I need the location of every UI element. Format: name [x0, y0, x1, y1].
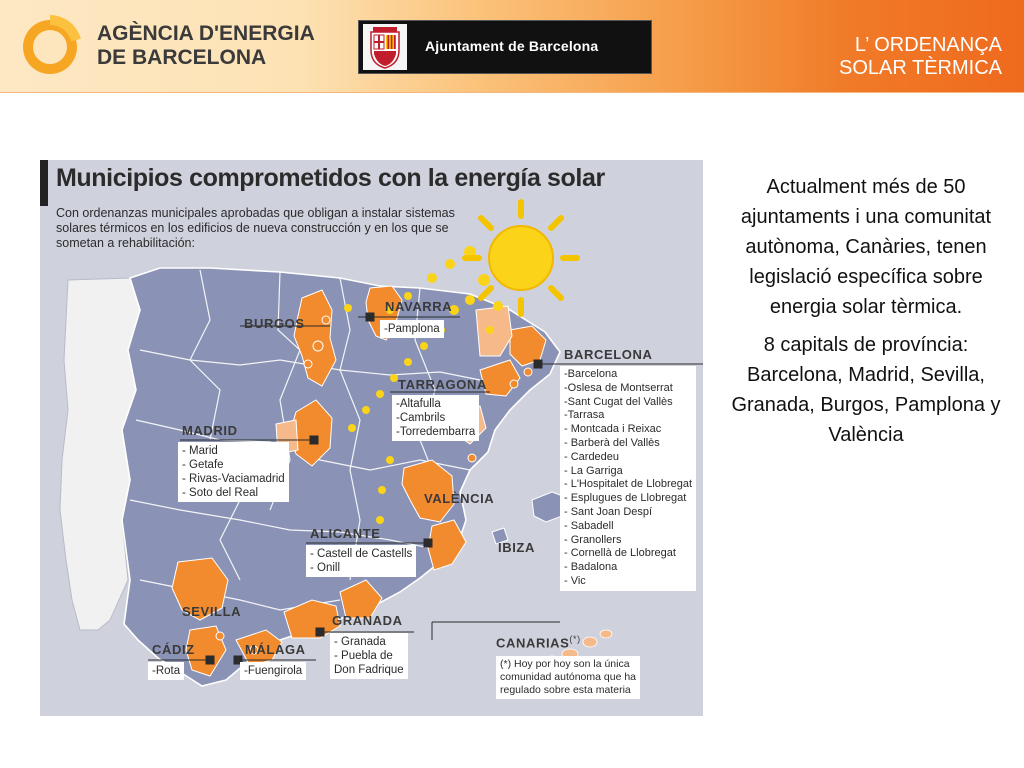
- label-madrid: MADRID: [182, 423, 238, 438]
- section-title-line2: SOLAR TÈRMICA: [839, 57, 1002, 79]
- label-burgos: BURGOS: [244, 316, 305, 331]
- town-item: Don Fadrique: [334, 664, 404, 676]
- infographic-title: Municipios comprometidos con la energía solar: [56, 164, 605, 192]
- town-item: - Esplugues de Llobregat: [564, 492, 687, 505]
- label-cadiz: CÁDIZ: [152, 642, 195, 657]
- label-navarra: NAVARRA: [385, 299, 453, 314]
- canarias-footnote: [496, 656, 640, 699]
- footnote-line: regulado sobre esta materia: [500, 684, 631, 696]
- town-item: - Onill: [310, 562, 341, 574]
- town-item: -Sant Cugat del Vallès: [564, 395, 673, 408]
- town-item: - Montcada i Reixac: [564, 423, 662, 436]
- town-item: - Vic: [564, 574, 586, 587]
- madrid-towns: [178, 442, 289, 502]
- navarra-towns: [380, 320, 444, 338]
- cadiz-towns: [148, 662, 184, 680]
- ajuntament-label: Ajuntament de Barcelona: [425, 38, 599, 54]
- tarragona-towns: [392, 395, 479, 441]
- solar-municipalities-map: [40, 160, 703, 716]
- town-item: - Sant Joan Despí: [564, 505, 653, 518]
- town-item: - Getafe: [182, 459, 224, 471]
- label-valencia: VALÈNCIA: [424, 491, 495, 506]
- town-item: -Barcelona: [564, 368, 618, 380]
- barcelona-towns: [560, 366, 696, 591]
- agency-name: [97, 22, 315, 70]
- label-barcelona: BARCELONA: [564, 347, 653, 362]
- agency-name-line1: AGÈNCIA D'ENERGIA: [97, 22, 315, 45]
- town-item: - Castell de Castells: [310, 548, 413, 560]
- town-item: -Fuengirola: [244, 665, 303, 677]
- malaga-towns: [240, 662, 306, 680]
- canarias-footnote-mark: (*): [569, 634, 581, 644]
- agency-sun-icon: [12, 10, 92, 82]
- town-item: - La Garriga: [564, 464, 623, 477]
- label-tarragona: TARRAGONA: [398, 377, 487, 392]
- town-item: -Rota: [152, 665, 181, 677]
- town-item: -Cambrils: [396, 412, 446, 424]
- town-item: -Pamplona: [384, 323, 440, 335]
- town-item: - Sabadell: [564, 519, 614, 532]
- summary-paragraph-1: Actualment més de 50 ajuntaments i una comunitat autònoma, Canàries, tenen legislació específica sobre energia solar tèrmica.: [740, 176, 992, 318]
- town-item: -Altafulla: [396, 398, 441, 410]
- agency-logo: [12, 10, 332, 82]
- barcelona-emblem-icon: [363, 24, 407, 70]
- summary-text: [724, 172, 1008, 450]
- section-title: [839, 34, 1002, 80]
- ajuntament-logo: [358, 20, 652, 74]
- heading-accent-bar: [40, 160, 48, 206]
- town-item: - Badalona: [564, 561, 618, 574]
- canarias-name: CANARIAS: [496, 635, 570, 651]
- label-granada: GRANADA: [332, 613, 403, 628]
- town-item: - Granada: [334, 636, 386, 648]
- header-divider: [0, 92, 1024, 93]
- infographic-description: Con ordenanzas municipales aprobadas que obligan a instalar sistemas solares térmicos en los edificios de nueva construcción y en los que se sometan a rehabilitación:: [56, 206, 455, 250]
- town-item: - Soto del Real: [182, 487, 259, 499]
- agency-name-line2: DE BARCELONA: [97, 46, 267, 69]
- town-item: -Tarrasa: [564, 409, 605, 422]
- label-malaga: MÁLAGA: [245, 642, 306, 657]
- town-item: - Barberà del Vallès: [564, 436, 660, 449]
- town-item: - Rivas-Vaciamadrid: [182, 473, 285, 485]
- summary-paragraph-2: 8 capitals de província: Barcelona, Madrid, Sevilla, Granada, Burgos, Pamplona y València: [731, 334, 1001, 446]
- granada-towns: [330, 633, 408, 679]
- town-item: - Granollers: [564, 533, 622, 546]
- town-item: - Marid: [182, 445, 218, 457]
- header-banner: [0, 0, 1024, 92]
- town-item: - Puebla de: [334, 650, 393, 662]
- town-item: - L'Hospitalet de Llobregat: [564, 478, 693, 491]
- town-item: - Cardedeu: [564, 450, 620, 463]
- label-sevilla: SEVILLA: [182, 604, 242, 619]
- label-canarias: [496, 634, 581, 650]
- label-alicante: ALICANTE: [310, 526, 381, 541]
- alicante-towns: [306, 545, 416, 577]
- section-title-line1: L’ ORDENANÇA: [854, 34, 1002, 56]
- town-item: - Cornellà de Llobregat: [564, 547, 676, 560]
- town-item: -Torredembarra: [396, 426, 476, 438]
- town-item: -Oslesa de Montserrat: [564, 381, 673, 394]
- label-ibiza: IBIZA: [498, 540, 535, 555]
- footnote-line: comunidad autónoma que ha: [500, 671, 637, 683]
- footnote-line: (*) Hoy por hoy son la única: [500, 658, 630, 670]
